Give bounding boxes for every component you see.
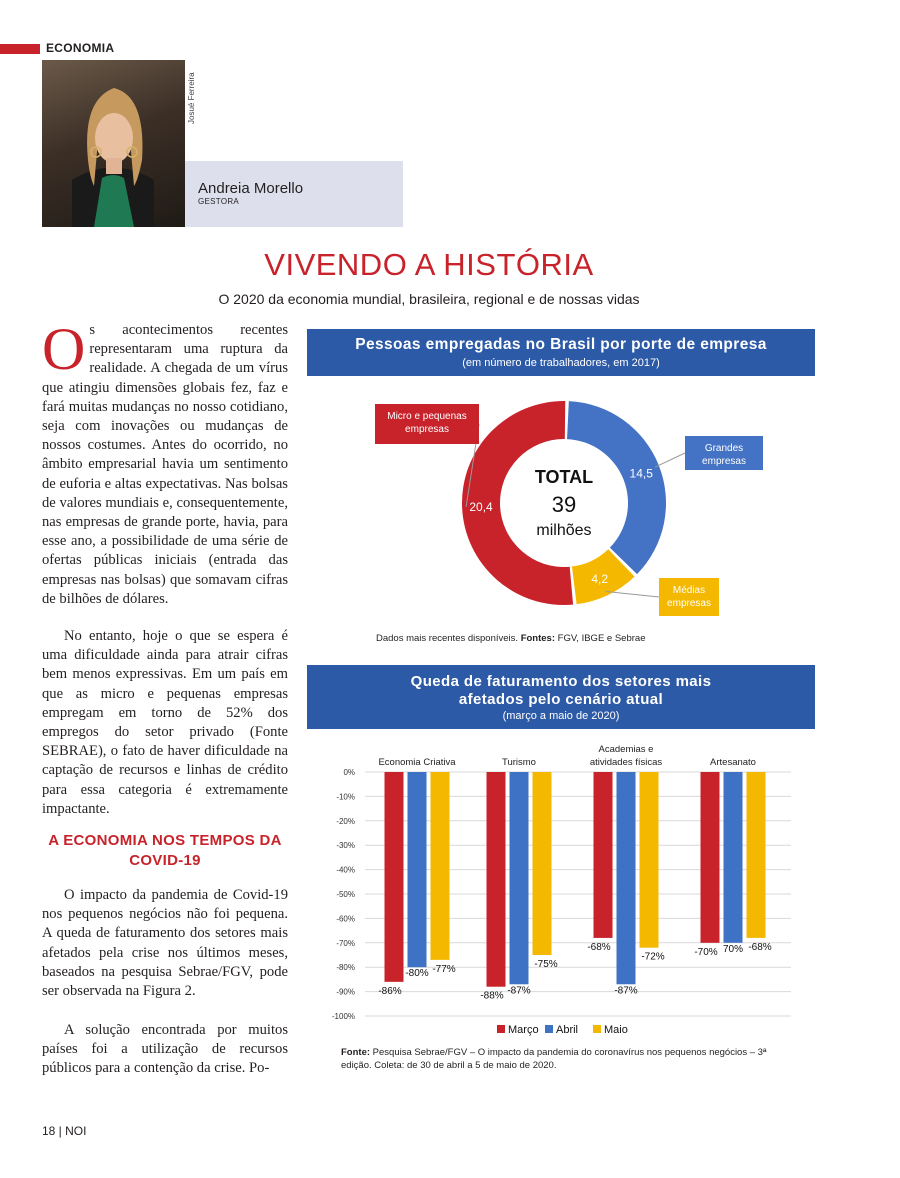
bar-março	[385, 772, 404, 982]
bar-value-label: 70%	[722, 943, 744, 955]
bar-abril	[408, 772, 427, 967]
drop-cap: O	[42, 316, 86, 382]
donut-leader-1	[655, 453, 685, 467]
donut-value-label-1: 14,5	[629, 466, 653, 481]
bar-value-label: -86%	[378, 985, 402, 997]
author-photo	[42, 60, 185, 227]
bar-legend	[497, 1024, 628, 1036]
bar-category-label: Economia Criativa	[378, 757, 456, 768]
chart1-title: Pessoas empregadas no Brasil por porte de empresa	[355, 336, 767, 353]
donut-category-label-2: Médias	[672, 585, 706, 596]
bar-ytick-label: -60%	[336, 914, 355, 924]
chart2-title	[307, 673, 815, 709]
article-title: VIVENDO A HISTÓRIA	[264, 247, 594, 282]
donut-slice-1	[567, 401, 666, 574]
donut-category-label-0: Micro e pequenas	[387, 411, 467, 422]
bar-category-label: Academias e	[598, 744, 654, 755]
donut-callout-box-2	[659, 578, 719, 616]
donut-chart	[307, 380, 815, 630]
chart2-source	[341, 1046, 786, 1072]
bar-ytick-label: 0%	[343, 768, 355, 777]
bar-value-label: -87%	[507, 985, 531, 997]
donut-total-unit: milhões	[536, 522, 592, 539]
bar-category-label: atividades físicas	[589, 757, 663, 768]
chart1-subtitle: (em número de trabalhadores, em 2017)	[462, 357, 660, 369]
author-name: Andreia Morello	[198, 180, 304, 197]
legend-swatch-março	[497, 1025, 505, 1033]
bar-value-label: -72%	[641, 951, 665, 963]
bar-ytick-label: -30%	[336, 841, 355, 851]
bar-março	[701, 772, 720, 943]
bar-value-label: -70%	[694, 946, 718, 958]
chart2-subtitle: (março a maio de 2020)	[502, 710, 620, 722]
paragraph-3: O impacto da pandemia de Covid-19 nos pequenos negócios não foi pequena. A queda de faturamento dos setores mais afetados pela crise nos últimos meses, baseados na pesquisa Sebrae/FGV, pode ser observada na Figura 2.	[42, 887, 288, 1000]
bar-value-label: -75%	[534, 959, 558, 970]
donut-leader-2	[606, 591, 659, 597]
article-subhead: A ECONOMIA NOS TEMPOS DA COVID-19	[48, 832, 282, 869]
bar-ytick-label: -20%	[336, 816, 355, 826]
bar-category-label: Artesanato	[710, 757, 756, 768]
bar-ytick-label: -10%	[336, 792, 355, 802]
paragraph-1	[42, 316, 288, 609]
article-subtitle: O 2020 da economia mundial, brasileira, regional e de nossas vidas	[218, 291, 640, 307]
chart1-note	[376, 633, 645, 644]
bar-maio	[747, 772, 766, 938]
bar-maio	[431, 772, 450, 960]
chart2-title-line1: Queda de faturamento dos setores mais	[410, 673, 712, 690]
bar-chart	[307, 740, 815, 1045]
bar-value-label: -80%	[405, 968, 429, 980]
donut-category-label-1: empresas	[702, 456, 746, 467]
author-role: GESTORA	[198, 197, 240, 206]
donut-total-value: 39	[551, 492, 577, 517]
bar-value-label: -77%	[432, 963, 456, 975]
chart1-note-rest: FGV, IBGE e Sebrae	[555, 633, 646, 644]
bar-abril	[510, 772, 529, 984]
bar-value-label: -68%	[748, 941, 772, 953]
bar-value-label: -87%	[614, 985, 638, 997]
bar-categories	[378, 744, 756, 768]
donut-category-label-2: empresas	[667, 598, 711, 609]
bar-ytick-label: -100%	[331, 1012, 355, 1021]
section-marker	[0, 44, 40, 54]
legend-label: Março	[508, 1024, 539, 1036]
chart2-source-text: Pesquisa Sebrae/FGV – O impacto da pandemia do coronavírus nos pequenos negócios – 3ª edição. Coleta: de 30 de abril a 5 de maio de 2020.	[341, 1047, 767, 1071]
bar-ytick-label: -90%	[336, 987, 355, 997]
bar-abril	[617, 772, 636, 984]
paragraph-1-text: s acontecimentos recentes representaram uma ruptura da realidade. A chegada de um vírus que atingiu dimensões globais fez, faz e fará muitas mudanças no nosso cotidiano, seja com inovações ou mudanças de nossos costumes. Antes do ocorrido, no âmbito empresarial havia um sentimento de euforia e altas expectativas. Nas bolsas de valores mundiais e, consequentemente, nas empresas de grande porte, havia, para esse ano, a possibilidade de uma série de ofertas públicas iniciais (entrada das empresas nas bolsas) que somavam cifras de bilhões de dólares.	[42, 322, 288, 607]
page-footer: 18 | NOI	[42, 1124, 87, 1138]
bar-ytick-label: -40%	[336, 865, 355, 875]
section-label: ECONOMIA	[46, 41, 115, 55]
chart1-note-prefix: Dados mais recentes disponíveis.	[376, 633, 521, 644]
bar-abril	[724, 772, 743, 943]
bar-ytick-label: -50%	[336, 890, 355, 899]
donut-value-label-0: 20,4	[469, 500, 493, 515]
chart1-note-bold: Fontes:	[520, 633, 555, 644]
legend-label: Abril	[556, 1024, 579, 1036]
bar-maio	[533, 772, 552, 955]
paragraph-2: No entanto, hoje o que se espera é uma dificuldade ainda para atrair cifras bem menos expressivas. Em um país em que as micro e pequenas empresas empregam em torno de 52% dos empregos do setor privado (Fonte SEBRAE), o fato de haver dificuldade na captação de recursos e linhas de crédito para essa categoria é extremamente impactante.	[42, 628, 288, 817]
bar-ytick-label: -80%	[336, 963, 355, 973]
donut-value-label-2: 4,2	[591, 571, 609, 586]
bar-value-label: -88%	[480, 990, 504, 1002]
bar-yticks	[332, 768, 355, 1021]
bar-março	[594, 772, 613, 938]
bar-value-label: -68%	[587, 941, 611, 953]
bar-ytick-label: -70%	[336, 938, 355, 948]
bar-category-label: Turismo	[502, 757, 536, 768]
legend-swatch-maio	[593, 1025, 601, 1033]
legend-swatch-abril	[545, 1025, 553, 1033]
bar-março	[487, 772, 506, 987]
donut-total-label: TOTAL	[534, 467, 594, 487]
photo-credit: Josué Ferreira	[187, 72, 196, 124]
bar-maio	[640, 772, 659, 948]
donut-category-label-0: empresas	[405, 424, 449, 435]
chart2-title-line2: afetados pelo cenário atual	[458, 691, 664, 708]
paragraph-4: A solução encontrada por muitos países foi a utilização de recursos públicos para a contenção da crise. Po-	[42, 1022, 288, 1077]
donut-category-label-1: Grandes	[704, 443, 744, 454]
chart2-source-bold: Fonte:	[341, 1047, 371, 1058]
legend-label: Maio	[604, 1024, 628, 1036]
